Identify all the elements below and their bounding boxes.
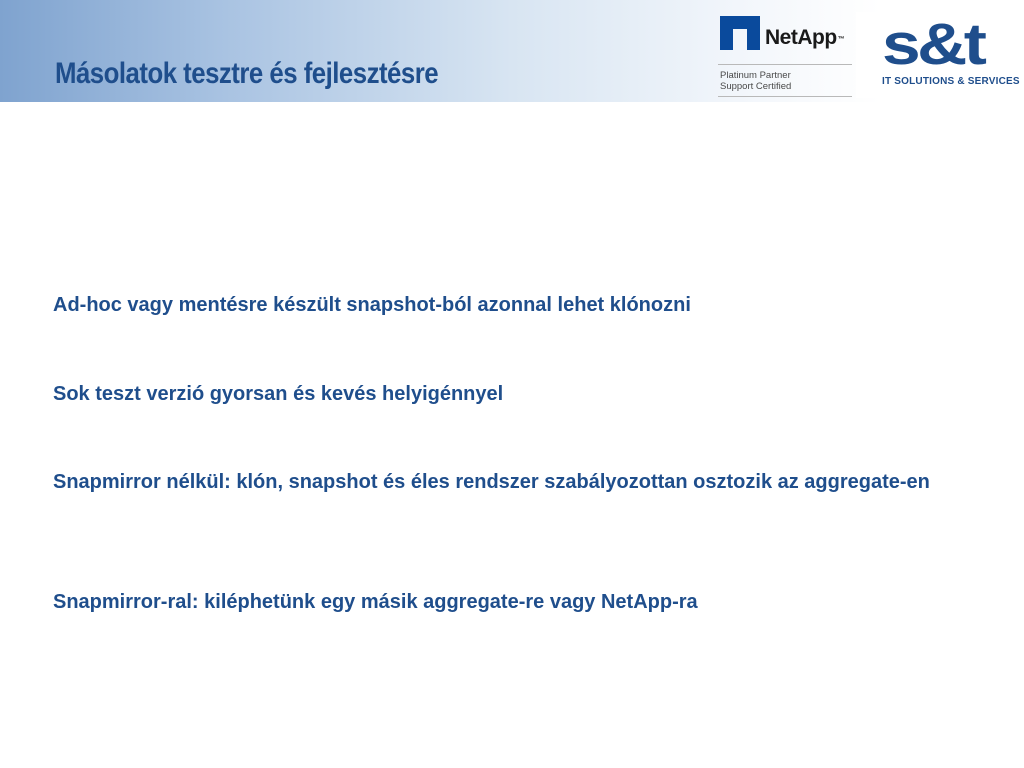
snt-logo [856,12,1024,98]
partner-status: Support Certified [720,81,792,92]
netapp-wordmark [765,26,844,50]
snt-logo-icon: s&t [882,12,984,77]
bullet-item: Snapmirror nélkül: klón, snapshot és éles rendszer szabályozottan osztozik az aggregate-en [53,471,930,493]
snt-tagline: IT SOLUTIONS & SERVICES [882,76,1020,87]
bullet-item: Sok teszt verzió gyorsan és kevés helyigénnyel [53,383,504,405]
partner-divider-top [718,64,852,65]
netapp-wordmark-text: NetApp [765,26,837,49]
netapp-logo [718,14,858,54]
slide-title: Másolatok tesztre és fejlesztésre [55,57,439,90]
bullet-item: Ad-hoc vagy mentésre készült snapshot-ból azonnal lehet klónozni [53,294,691,316]
partner-divider-bottom [718,96,852,97]
partner-level: Platinum Partner [720,70,791,81]
bullet-item: Snapmirror-ral: kiléphetünk egy másik aggregate-re vagy NetApp-ra [53,591,698,613]
netapp-n-mark-icon [720,16,760,50]
netapp-trademark: ™ [837,36,845,43]
